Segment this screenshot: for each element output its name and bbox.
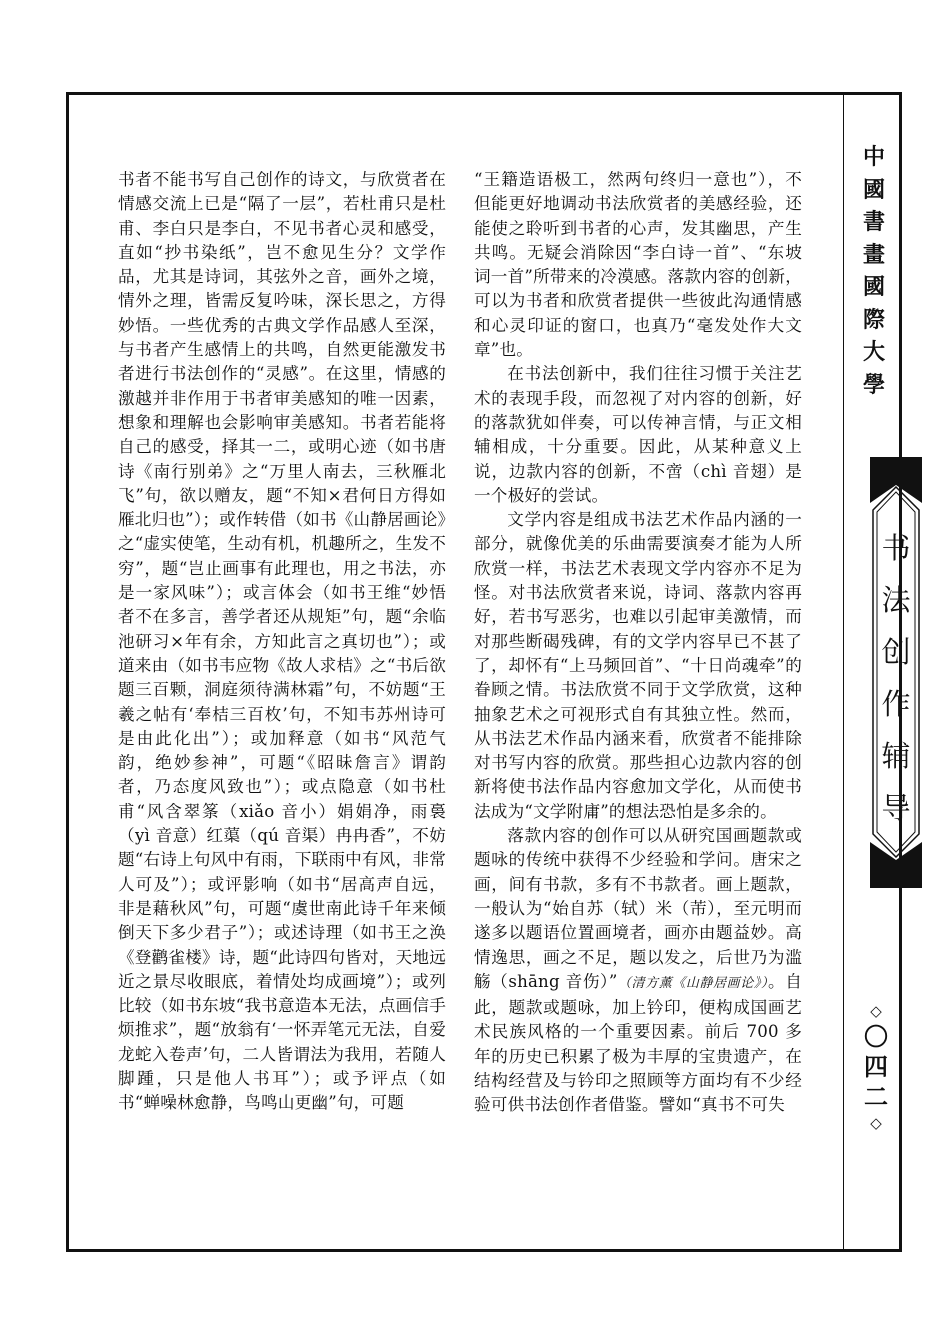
book-label-char: 导 xyxy=(881,791,911,825)
book-label-char: 法 xyxy=(881,583,911,617)
book-label-char: 创 xyxy=(881,635,911,669)
side-panel-divider xyxy=(843,92,844,1252)
series-title-char: 國 xyxy=(862,275,885,300)
paragraph: 文学内容是组成书法艺术作品内涵的一部分，就像优美的乐曲需要演奏才能为人所欣赏一样，书法艺术表现文学内容亦不足为怪。对书法欣赏者来说，诗词、落款内容再好，若书写恶劣，也难以引起审美激情，而对那些断碣残碑，有的文学内容早已不甚了了，却怀有“上马频回首”、“十日尚魂牵”的眷顾之情。书法欣赏不同于文学欣赏，这种抽象艺术之可视形式自有其独立性。然而，从书法艺术作品内涵来看，欣赏者不能排除对书写内容的欣赏。那些担心边款内容的创新将使书法作品内容愈加文学化，从而使书法成为“文学附庸”的想法恐怕是多余的。 xyxy=(474,510,802,821)
series-title-char: 際 xyxy=(862,307,885,333)
paragraph xyxy=(474,824,802,1118)
page-number xyxy=(856,1000,896,1134)
series-title-char: 大 xyxy=(862,340,885,365)
series-title-char: 學 xyxy=(862,372,885,398)
series-title-char: 國 xyxy=(862,177,885,203)
page-number-char: 二 xyxy=(864,1083,888,1111)
paragraph-text: 。自此，题款或题咏，加上钤印，便构成国画艺术民族风格的一个重要因素。前后 700 多年的历史已积累了极为丰厚的宝贵遗产，在结构经营及与钤印之照顾等方面均有不少经验可供书法创作者借鉴。譬如“真书不可失 xyxy=(474,971,802,1115)
text-column-right xyxy=(474,168,802,1118)
series-title xyxy=(850,142,898,402)
label-bar-bottom xyxy=(870,878,922,888)
citation-note: （清方薰《山静居画论》） xyxy=(617,975,769,991)
text-column-left xyxy=(118,168,446,1116)
diamond-icon: ◇ xyxy=(870,1002,882,1020)
label-bar-top xyxy=(870,457,922,467)
paragraph: “王籍造语极工，然两句终归一意也”），不但能更好地调动书法欣赏者的美感经验，还能使之聆听到书者的心声，发其幽思，产生共鸣。无疑会消除因“李白诗一首”、“东坡词一首”所带来的冷漠感。落款内容的创新，可以为书者和欣赏者提供一些彼此沟通情感和心灵印证的窗口，也真乃“毫发处作大文章”也。 xyxy=(474,170,802,360)
series-title-char: 畫 xyxy=(862,242,885,268)
label-wedge-bottom xyxy=(870,842,922,878)
series-title-char: 中 xyxy=(862,145,885,170)
paragraph-text: 落款内容的创作可以从研究国画题款或题咏的传统中获得不少经验和学问。唐宋之画，间有书款，多有不书款者。画上题款，一般认为“始自苏（轼）米（芾），至元明而遂多以题语位置画境者，画亦由题益妙。高情逸思，画之不足，题以发之，后世乃为滥觞（shāng 音伤）” xyxy=(474,826,802,991)
book-label-char: 书 xyxy=(881,531,911,565)
book-label-char: 辅 xyxy=(881,739,911,773)
page-number-char: 〇 xyxy=(864,1023,888,1051)
book-label xyxy=(874,522,918,834)
paragraph: 书者不能书写自己创作的诗文，与欣赏者在情感交流上已是“隔了一层”，若杜甫只是杜甫、李白只是李白，不见书者心灵和感受，直如“抄书染纸”，岂不愈见生分？文学作品，尤其是诗词，其弦外之音，画外之境，情外之理，皆需反复吟味，深长思之，方得妙悟。一些优秀的古典文学作品感人至深，与书者产生感情上的共鸣，自然更能激发书者进行书法创作的“灵感”。在这里，情感的激越并非作用于书者审美感知的唯一因素，想象和理解也会影响审美感知。书者若能将自己的感受，择其一二，或明心迹（如书唐诗《南行别弟》之“万里人南去，三秋雁北飞”句，欲以赠友，题“不知×君何日方得如雁北归也”）；或作转借（如书《山静居画论》之“虚实使笔，生动有机，机趣所之，生发不穷”，题“岂止画事有此理也，用之书法，亦是一家风味”）；或言体会（如书王维“妙悟者不在多言，善学者还从规矩”句，题“余临池研习×年有余，方知此言之真切也”）；或道来由（如书韦应物《故人求桔》之“书后欲题三百颗，洞庭须待满林霜”句，不妨题“王羲之帖有‘奉桔三百枚’句，不知韦苏州诗可是由此化出”）；或加释意（如书“风范气韵，绝妙参神”，可题“《昭昧詹言》谓韵者，乃态度风致也”）；或点隐意（如书杜甫“风含翠筿（xiǎo 音小）娟娟净，雨裛（yì 音意）红蕖（qú 音渠）冉冉香”，不妨题“右诗上句风中有雨，下联雨中有风，非常人可及”）；或评影响（如书“居高声自远，非是藉秋风”句，可题“虞世南此诗千年来倾倒天下多少君子”）；或述诗理（如书王之涣《登鹳雀楼》诗，题“此诗四句皆对，天地远近之景尽收眼底，着情处均成画境”）；或列比较（如书东坡“我书意造本无法，点画信手烦推求”，题“放翁有‘一怀弄笔元无法，自爱龙蛇入卷声’句，二人皆谓法为我用，若随人脚踵，只是他人书耳”）；或予评点（如书“蝉噪林愈静，鸟鸣山更幽”句，可题 xyxy=(118,170,446,1113)
page-number-char: 四 xyxy=(864,1053,888,1081)
book-label-char: 作 xyxy=(881,687,911,721)
paragraph: 在书法创新中，我们往往习惯于关注艺术的表现手段，而忽视了对内容的创新，好的落款犹如伴奏，可以传神言情，与正文相辅相成，十分重要。因此，从某种意义上说，边款内容的创新，不啻（chì 音翅）是一个极好的尝试。 xyxy=(474,364,802,505)
diamond-icon: ◇ xyxy=(870,1114,882,1132)
series-title-char: 書 xyxy=(862,210,885,235)
